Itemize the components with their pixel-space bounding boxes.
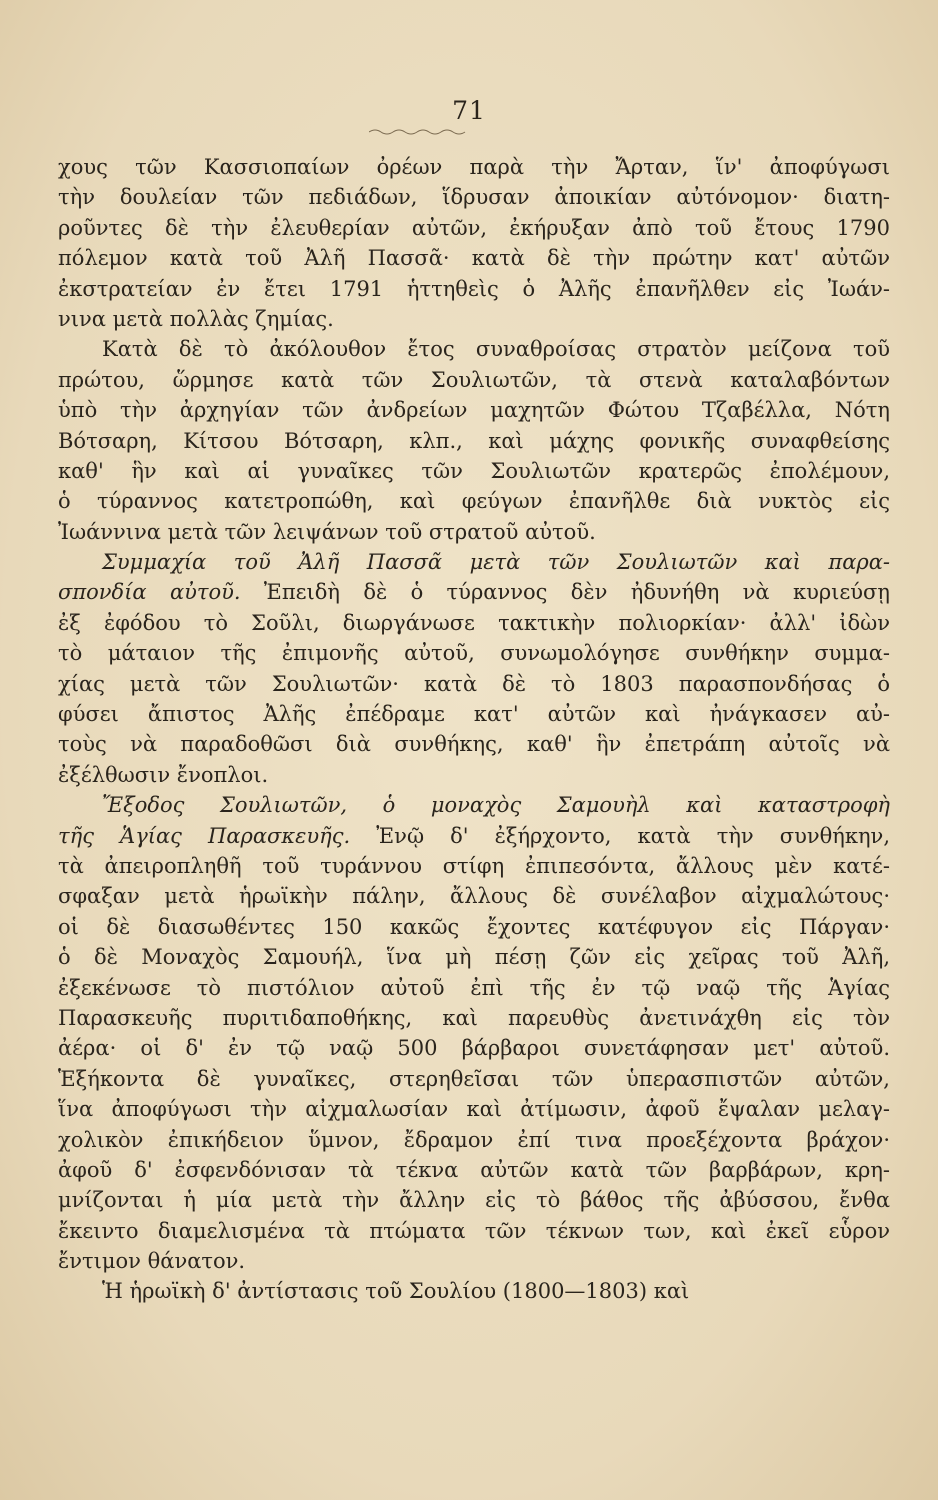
ornamental-rule: [369, 128, 469, 136]
text-line: [58, 486, 890, 516]
italic-heading: τῆς Ἁγίας Παρασκευῆς.: [58, 823, 351, 848]
text-line: [58, 456, 890, 486]
text-line: [58, 517, 890, 547]
line-text: ὑπὸ τὴν ἀρχηγίαν τῶν ἀνδρείων μαχητῶν Φώτου Τζαβέλλα, Νότη: [58, 398, 890, 423]
line-text: πόλεμον κατὰ τοῦ Ἀλῆ Πασσᾶ· κατὰ δὲ τὴν πρώτην κατ' αὐτῶν: [58, 246, 890, 271]
line-text: Βότσαρη, Κίτσου Βότσαρη, κλπ., καὶ μάχης φονικῆς συναφθείσης: [58, 428, 890, 453]
text-line: [58, 182, 890, 212]
line-text: ἐκστρατείαν ἐν ἔτει 1791 ἡττηθεὶς ὁ Ἀλῆς ἐπανῆλθεν εἰς Ἰωάν-: [58, 276, 890, 301]
line-text: ὁ δὲ Μοναχὸς Σαμουήλ, ἵνα μὴ πέσῃ ζῶν εἰς χεῖρας τοῦ Ἀλῆ,: [58, 945, 890, 970]
text-line: [58, 1064, 890, 1094]
line-text: τὸ μάταιον τῆς ἐπιμονῆς αὐτοῦ, συνωμολόγησε συνθήκην συμμα-: [58, 641, 890, 666]
text-line: [58, 1125, 890, 1155]
text-line: [58, 1003, 890, 1033]
line-text: Ἐπειδὴ δὲ ὁ τύραννος δὲν ἠδυνήθη νὰ κυριεύσῃ: [240, 580, 890, 605]
text-line: [58, 577, 890, 607]
line-text: χολικὸν ἐπικήδειον ὕμνον, ἔδραμον ἐπί τινα προεξέχοντα βράχον·: [58, 1127, 890, 1152]
text-line: [58, 395, 890, 425]
text-line: [58, 1216, 890, 1246]
line-text: ὁ τύραννος κατετροπώθη, καὶ φεύγων ἐπανῆλθε διὰ νυκτὸς εἰς: [58, 489, 890, 514]
text-line: [58, 1276, 890, 1306]
line-text: ἀφοῦ δ' ἐσφενδόνισαν τὰ τέκνα αὐτῶν κατὰ τῶν βαρβάρων, κρη-: [58, 1157, 890, 1182]
text-line: [58, 304, 890, 334]
line-text: χους τῶν Κασσιοπαίων ὀρέων παρὰ τὴν Ἄρταν, ἵν' ἀποφύγωσι: [58, 155, 890, 179]
line-text: Ἑξήκοντα δὲ γυναῖκες, στερηθεῖσαι τῶν ὑπερασπιστῶν αὐτῶν,: [58, 1066, 890, 1091]
line-text: ἐξ ἐφόδου τὸ Σοῦλι, διωργάνωσε τακτικὴν πολιορκίαν· ἀλλ' ἰδὼν: [58, 610, 890, 635]
line-text: φύσει ἄπιστος Ἀλῆς ἐπέδραμε κατ' αὐτῶν καὶ ἠνάγκασεν αὐ-: [58, 702, 890, 727]
line-text: ἀέρα· οἱ δ' ἐν τῷ ναῷ 500 βάρβαροι συνετάφησαν μετ' αὐτοῦ.: [58, 1036, 890, 1061]
text-line: [58, 1094, 890, 1124]
line-text: τοὺς νὰ παραδοθῶσι διὰ συνθήκης, καθ' ἣν ἐπετράπη αὐτοῖς νὰ: [58, 732, 890, 757]
text-line: [58, 426, 890, 456]
page-number: 71: [452, 96, 486, 125]
text-line: [58, 608, 890, 638]
line-text: χίας μετὰ τῶν Σουλιωτῶν· κατὰ δὲ τὸ 1803 παρασπονδήσας ὁ: [58, 671, 890, 696]
text-line: [58, 547, 890, 577]
line-text: ἐξέλθωσιν ἔνοπλοι.: [58, 762, 269, 787]
line-text: ἔντιμον θάνατον.: [58, 1249, 246, 1274]
text-line: [58, 365, 890, 395]
line-text: οἱ δὲ διασωθέντες 150 κακῶς ἔχοντες κατέφυγον εἰς Πάργαν·: [58, 914, 890, 939]
line-text: Ἰωάννινα μετὰ τῶν λειψάνων τοῦ στρατοῦ αὐτοῦ.: [58, 519, 596, 544]
text-line: [58, 942, 890, 972]
line-text: ἵνα ἀποφύγωσι τὴν αἰχμαλωσίαν καὶ ἀτίμωσιν, ἀφοῦ ἔψαλαν μελαγ-: [58, 1097, 890, 1122]
text-line: [58, 821, 890, 851]
line-text: ροῦντες δὲ τὴν ἐλευθερίαν αὐτῶν, ἐκήρυξαν ἀπὸ τοῦ ἔτους 1790: [58, 215, 890, 240]
italic-heading: Συμμαχία τοῦ Ἀλῆ Πασσᾶ μετὰ τῶν Σουλιωτῶν καὶ παρα-: [102, 550, 890, 575]
text-line: [58, 912, 890, 942]
line-text: ἐξεκένωσε τὸ πιστόλιον αὐτοῦ ἐπὶ τῆς ἐν τῷ ναῷ τῆς Ἁγίας: [58, 975, 890, 1000]
line-text: σφαξαν μετὰ ἡρωϊκὴν πάλην, ἄλλους δὲ συνέλαβον αἰχμαλώτους·: [58, 884, 890, 909]
line-text: καθ' ἣν καὶ αἱ γυναῖκες τῶν Σουλιωτῶν κρατερῶς ἐπολέμουν,: [58, 458, 890, 483]
text-line: [58, 1185, 890, 1215]
line-text: Παρασκευῆς πυριτιδαποθήκης, καὶ παρευθὺς ἀνετινάχθη εἰς τὸν: [58, 1005, 890, 1030]
line-text: τὰ ἀπειροπληθῆ τοῦ τυράννου στίφη ἐπιπεσόντα, ἄλλους μὲν κατέ-: [58, 853, 890, 878]
text-line: [58, 1155, 890, 1185]
text-line: [58, 334, 890, 364]
text-line: [58, 699, 890, 729]
text-line: [58, 729, 890, 759]
italic-heading: Ἔξοδος Σουλιωτῶν, ὁ μοναχὸς Σαμουὴλ καὶ καταστροφὴ: [102, 793, 890, 818]
line-text: νινα μετὰ πολλὰς ζημίας.: [58, 306, 334, 331]
line-text: ἔκειντο διαμελισμένα τὰ πτώματα τῶν τέκνων των, καὶ ἐκεῖ εὗρον: [58, 1218, 890, 1243]
line-text: τὴν δουλείαν τῶν πεδιάδων, ἵδρυσαν ἀποικίαν αὐτόνομον· διατη-: [58, 185, 890, 210]
text-line: [58, 851, 890, 881]
text-line: [58, 1246, 890, 1276]
text-line: [58, 213, 890, 243]
text-line: [58, 790, 890, 820]
text-line: [58, 152, 890, 182]
text-line: [58, 243, 890, 273]
text-line: [58, 1033, 890, 1063]
line-text: Κατὰ δὲ τὸ ἀκόλουθον ἔτος συναθροίσας στρατὸν μείζονα τοῦ: [102, 337, 890, 362]
line-text: πρώτου, ὥρμησε κατὰ τῶν Σουλιωτῶν, τὰ στενὰ καταλαβόντων: [58, 367, 890, 392]
line-text: μνίζονται ἡ μία μετὰ τὴν ἄλλην εἰς τὸ βάθος τῆς ἀβύσσου, ἔνθα: [58, 1188, 890, 1213]
text-line: [58, 760, 890, 790]
text-line: [58, 881, 890, 911]
body-text: [58, 152, 890, 1307]
line-text: Ἐνῷ δ' ἐξήρχοντο, κατὰ τὴν συνθήκην,: [350, 823, 890, 848]
italic-heading: σπονδία αὐτοῦ.: [58, 580, 241, 605]
text-line: [58, 669, 890, 699]
line-text: Ἡ ἡρωϊκὴ δ' ἀντίστασις τοῦ Σουλίου (1800—1803) καὶ: [102, 1279, 690, 1304]
text-line: [58, 973, 890, 1003]
text-line: [58, 638, 890, 668]
text-line: [58, 274, 890, 304]
